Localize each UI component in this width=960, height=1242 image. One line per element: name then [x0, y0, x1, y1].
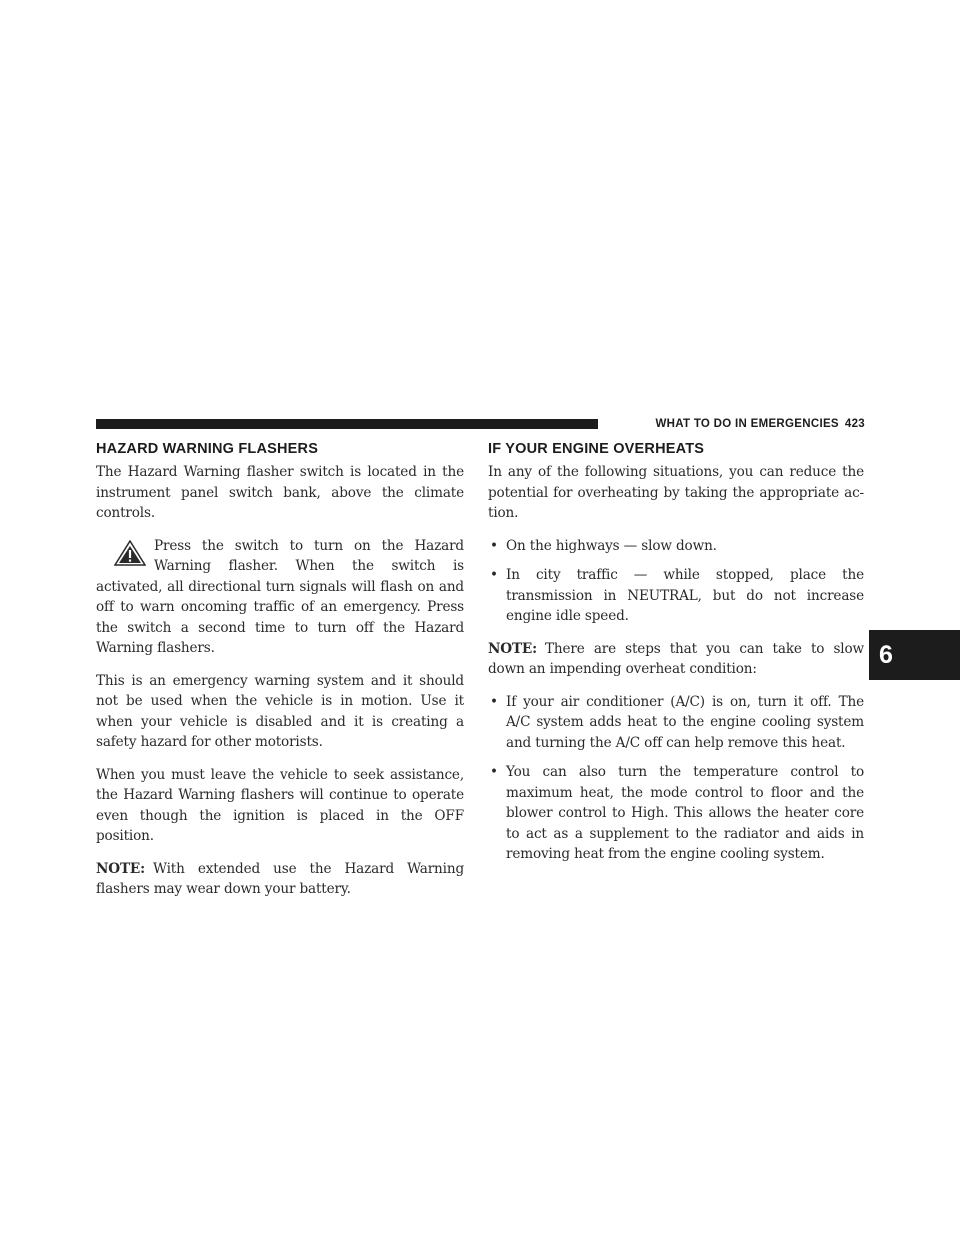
running-header: [610, 417, 865, 431]
list-item: • On the highways — slow down.: [488, 536, 864, 557]
list-item: • You can also turn the temperature control to maximum heat, the mode control to floor and the blower control to High. This allows the heater core to act as a supplement to the radiator and aids in removing heat from the engine cooling system.: [490, 764, 864, 862]
left-column: [96, 440, 464, 912]
bullet: •: [490, 537, 498, 554]
list-item: • If your air conditioner (A/C) is on, turn it off. The A/C system adds heat to the engine cooling system and turning the A/C off can help remove this heat.: [490, 693, 864, 751]
hazard-warning-paragraph: [96, 536, 464, 659]
chapter-tab: 6: [869, 630, 960, 680]
bullet: •: [490, 693, 498, 710]
overheat-heading: IF YOUR ENGINE OVERHEATS: [488, 441, 705, 457]
hazard-paragraph-2: Press the switch to turn on the Hazard Warning flasher. When the switch is activated, all directional turn signals will flash on and off to warn oncoming traffic of an emergency. Press the switch a second time to turn off the Hazard Warning flashers.: [96, 537, 464, 656]
hazard-heading: HAZARD WARNING FLASHERS: [96, 441, 319, 457]
bullet: •: [490, 567, 498, 583]
header-rule: [96, 419, 598, 429]
hazard-paragraph-3: This is an emergency warning system and it should not be used when the vehicle is in motion. Use it when your vehicle is disabled and it is creating a safety hazard for other motorists.: [96, 672, 464, 750]
overheat-list-2: [488, 692, 864, 865]
hazard-note: [96, 859, 464, 900]
note-label: NOTE:: [96, 860, 146, 877]
list-item: • In city traffic — while stopped, place the transmission in NEUTRAL, but do not increase engine idle speed.: [490, 567, 864, 624]
warning-triangle-icon: [114, 540, 146, 566]
right-column: [488, 440, 864, 877]
overheat-list-1: [488, 536, 864, 627]
bullet: •: [490, 764, 498, 780]
page-number: 423: [844, 418, 865, 430]
hazard-paragraph-1: The Hazard Warning flasher switch is located in the instrument panel switch bank, above the climate controls.: [96, 464, 464, 521]
section-title: WHAT TO DO IN EMERGENCIES: [655, 418, 839, 430]
overheat-note: [488, 639, 864, 680]
overheat-intro: In any of the following situations, you can reduce the potential for overheating by taking the appropriate ac- tion.: [488, 464, 864, 521]
note-label: NOTE:: [488, 640, 538, 657]
hazard-paragraph-4: When you must leave the vehicle to seek assistance, the Hazard Warning flashers will continue to operate even though the ignition is placed in the OFF position.: [96, 766, 464, 844]
note-text: With extended use the Hazard Warning flashers may wear down your battery.: [96, 860, 464, 897]
note-text: There are steps that you can take to slow down an impending overheat condition:: [488, 640, 864, 677]
